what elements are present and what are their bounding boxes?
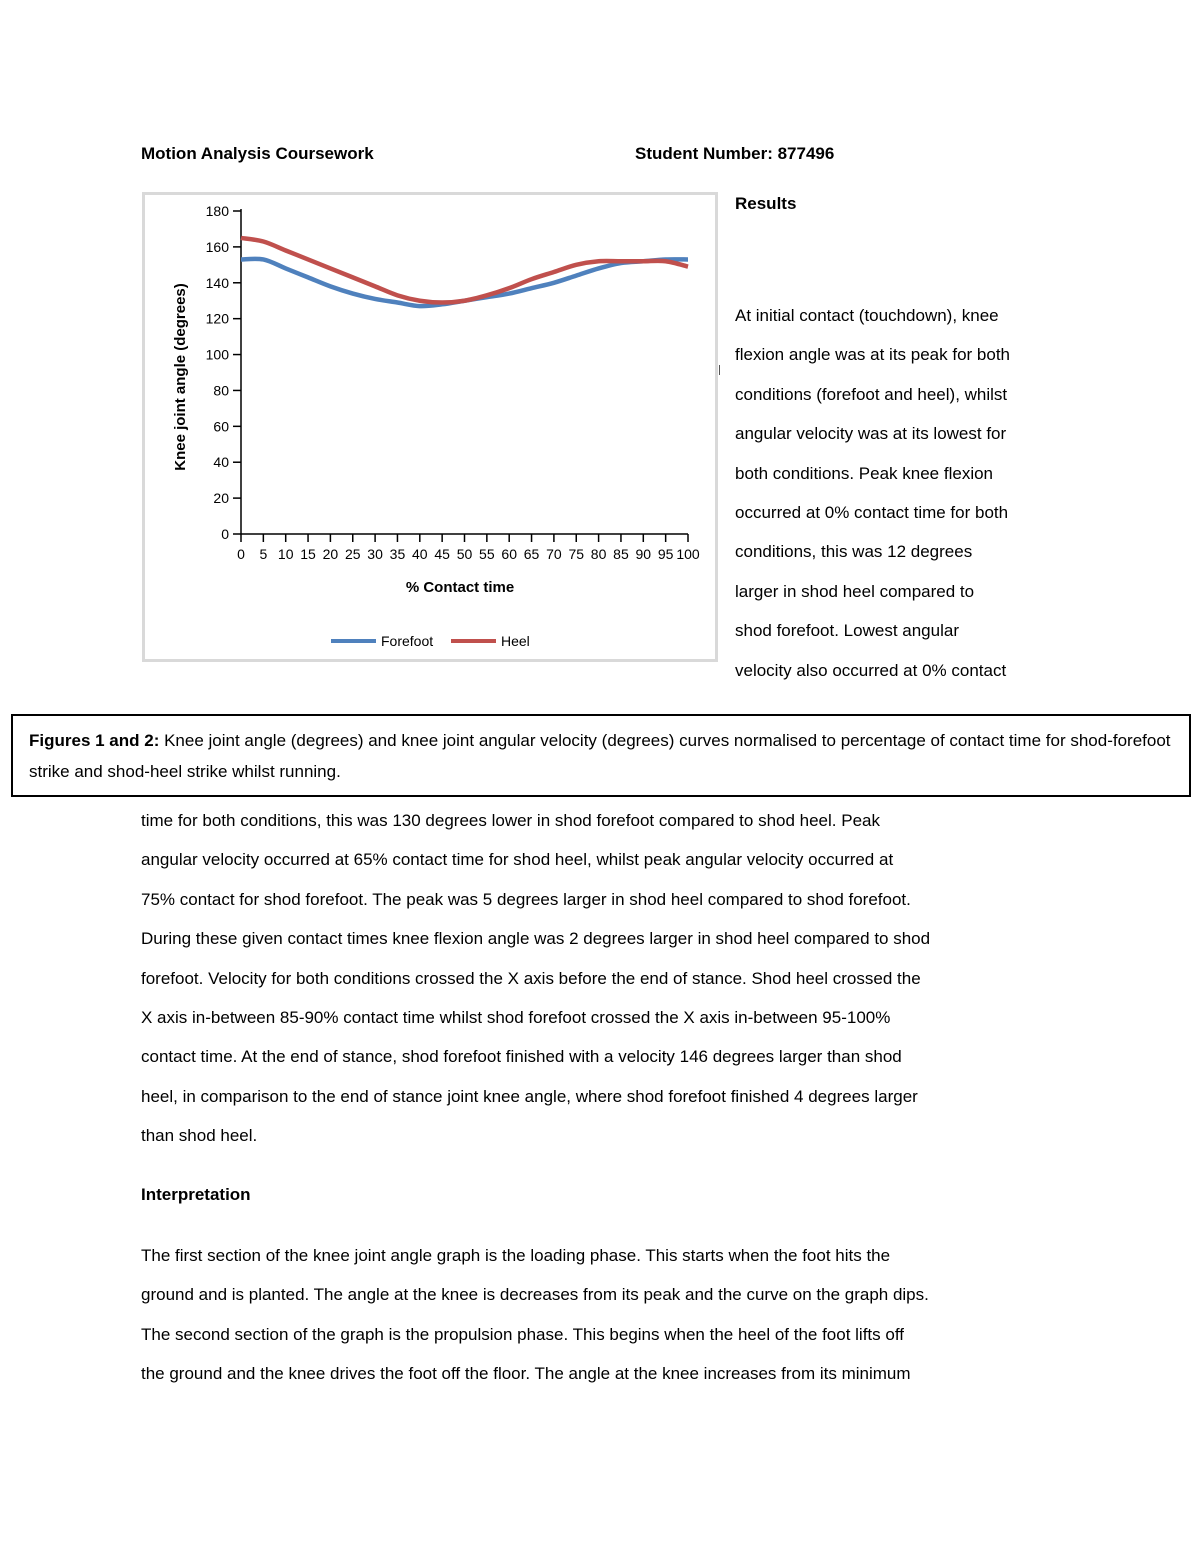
- legend-forefoot-label: Forefoot: [381, 633, 434, 649]
- chart-svg: [145, 195, 715, 659]
- y-tick-label: 40: [213, 454, 229, 471]
- interpretation-paragraph: [141, 1236, 1061, 1394]
- results-line: velocity also occurred at 0% contact: [735, 660, 1007, 680]
- divider-mark: [719, 365, 720, 375]
- y-tick-label: 80: [213, 382, 229, 399]
- y-axis-label: Knee joint angle (degrees): [172, 283, 189, 471]
- interpretation-line: the ground and the knee drives the foot off the floor. The angle at the knee increases from its minimum: [141, 1364, 911, 1384]
- results-line: larger in shod heel compared to: [735, 581, 975, 601]
- interpretation-heading: Interpretation: [141, 1185, 251, 1204]
- x-tick-label: 5: [259, 546, 268, 562]
- x-tick-label: 10: [277, 546, 294, 562]
- results-line: flexion angle was at its peak for both: [735, 345, 1010, 365]
- x-tick-label: 80: [590, 546, 607, 562]
- body-line: X axis in-between 85-90% contact time whilst shod forefoot crossed the X axis in-between 95-100%: [141, 1008, 891, 1028]
- body-line: angular velocity occurred at 65% contact time for shod heel, whilst peak angular velocity occurred at: [141, 850, 894, 870]
- x-tick-label: 75: [568, 546, 585, 562]
- results-line: At initial contact (touchdown), knee: [735, 306, 999, 325]
- x-tick-label: 55: [479, 546, 495, 562]
- student-number: Student Number: 877496: [635, 144, 835, 163]
- body-line: forefoot. Velocity for both conditions crossed the X axis before the end of stance. Shod heel crossed the: [141, 968, 921, 988]
- y-tick-label: 140: [205, 274, 229, 291]
- legend-heel-label: Heel: [501, 633, 530, 649]
- body-line: time for both conditions, this was 130 degrees lower in shod forefoot compared to shod heel. Peak: [141, 811, 880, 830]
- results-line: angular velocity was at its lowest for: [735, 424, 1007, 444]
- caption-label: Figures 1 and 2:: [29, 731, 160, 750]
- x-tick-label: 25: [344, 546, 361, 562]
- x-tick-label: 40: [412, 546, 428, 562]
- y-tick-label: 0: [221, 526, 229, 542]
- interpretation-line: The first section of the knee joint angle graph is the loading phase. This starts when the foot hits the: [141, 1246, 891, 1265]
- body-line: contact time. At the end of stance, shod forefoot finished with a velocity 146 degrees larger than shod: [141, 1047, 902, 1067]
- knee-angle-chart: [142, 192, 718, 662]
- x-axis-label: % Contact time: [405, 579, 515, 596]
- y-tick-label: 160: [205, 238, 229, 255]
- x-tick-label: 0: [237, 546, 245, 562]
- interpretation-line: The second section of the graph is the propulsion phase. This begins when the heel of the foot lifts off: [141, 1324, 904, 1344]
- x-tick-label: 65: [523, 546, 540, 562]
- x-tick-label: 45: [434, 546, 450, 562]
- interpretation-line: ground and is planted. The angle at the knee is decreases from its peak and the curve on the graph dips.: [141, 1285, 929, 1305]
- x-tick-label: 95: [657, 546, 674, 562]
- x-tick-label: 70: [546, 546, 562, 562]
- results-line: both conditions. Peak knee flexion: [735, 463, 994, 483]
- x-tick-label: 15: [300, 546, 316, 562]
- results-line: shod forefoot. Lowest angular: [735, 621, 959, 641]
- x-tick-label: 60: [501, 546, 517, 562]
- results-line: conditions, this was 12 degrees: [735, 542, 973, 562]
- body-line: During these given contact times knee flexion angle was 2 degrees larger in shod heel compared to shod: [141, 929, 931, 949]
- caption-text: Knee joint angle (degrees) and knee joint angular velocity (degrees) curves normalised to percentage of contact time for shod-forefoot strike and shod-heel strike whilst running.: [29, 731, 1171, 781]
- legend: [331, 633, 530, 649]
- x-tick-label: 35: [389, 546, 406, 562]
- x-tick-label: 85: [613, 546, 629, 562]
- x-tick-label: 50: [456, 546, 473, 562]
- body-line: heel, in comparison to the end of stance joint knee angle, where shod forefoot finished 4 degrees larger: [141, 1086, 918, 1106]
- series-line-heel: [241, 238, 688, 303]
- y-tick-label: 60: [213, 418, 229, 435]
- document-title: Motion Analysis Coursework: [141, 144, 374, 163]
- y-tick-label: 20: [213, 490, 229, 507]
- body-line: 75% contact for shod forefoot. The peak was 5 degrees larger in shod heel compared to shod forefoot.: [141, 889, 911, 909]
- y-tick-label: 180: [205, 203, 229, 219]
- x-tick-label: 30: [367, 546, 383, 562]
- x-tick-label: 20: [322, 546, 339, 562]
- results-heading: Results: [735, 194, 797, 213]
- body-line: than shod heel.: [141, 1126, 258, 1146]
- y-tick-label: 100: [205, 346, 229, 363]
- results-continued-paragraph: [141, 801, 1061, 1156]
- x-tick-label: 100: [676, 546, 700, 562]
- y-tick-label: 120: [205, 310, 229, 327]
- figure-caption: [11, 714, 1191, 797]
- results-line: conditions (forefoot and heel), whilst: [735, 384, 1008, 404]
- x-tick-label: 90: [635, 546, 652, 562]
- results-paragraph: [735, 296, 1075, 690]
- results-line: occurred at 0% contact time for both: [735, 503, 1009, 523]
